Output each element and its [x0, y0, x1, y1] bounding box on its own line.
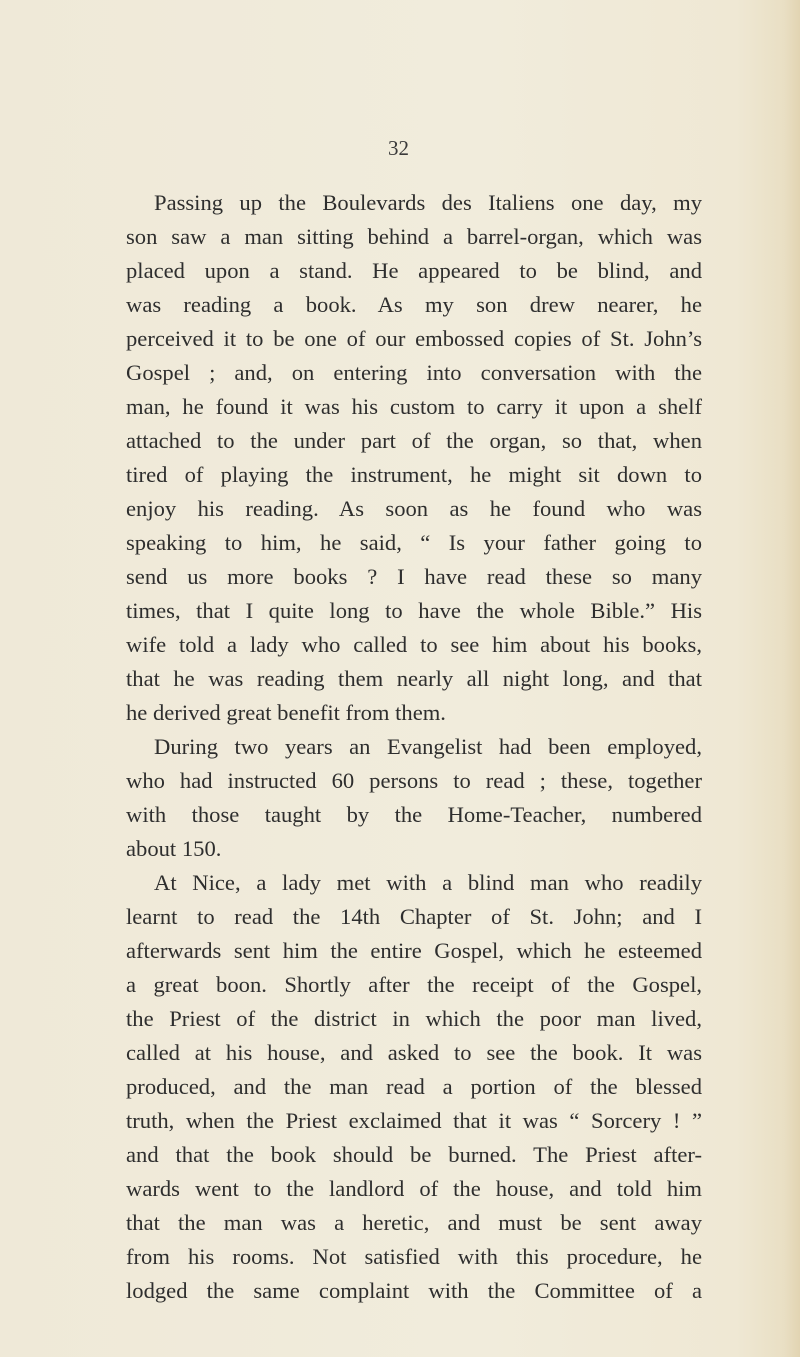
page-number: 32	[388, 136, 409, 160]
text-line: was reading a book. As my son drew nearer, he	[126, 292, 702, 317]
text-line: who had instructed 60 persons to read ; these, together	[126, 768, 702, 793]
text-line: tired of playing the instrument, he might sit down to	[126, 462, 702, 487]
text-line: produced, and the man read a portion of the blessed	[126, 1074, 702, 1099]
text-line: perceived it to be one of our embossed copies of St. John’s	[126, 326, 702, 351]
text-line: send us more books ? I have read these so many	[126, 564, 702, 589]
text-line: he derived great benefit from them.	[126, 700, 446, 725]
text-line: Gospel ; and, on entering into conversation with the	[126, 360, 702, 385]
text-line: afterwards sent him the entire Gospel, which he esteemed	[126, 938, 702, 963]
text-line: placed upon a stand. He appeared to be blind, and	[126, 258, 702, 283]
text-line: called at his house, and asked to see the book. It was	[126, 1040, 702, 1065]
text-line: enjoy his reading. As soon as he found who was	[126, 496, 702, 521]
text-line: from his rooms. Not satisfied with this procedure, he	[126, 1244, 702, 1269]
text-line: lodged the same complaint with the Committee of a	[126, 1278, 702, 1303]
text-line: that he was reading them nearly all night long, and that	[126, 666, 702, 691]
text-line: wife told a lady who called to see him about his books,	[126, 632, 702, 657]
text-line: about 150.	[126, 836, 222, 861]
text-line: During two years an Evangelist had been employed,	[154, 734, 702, 759]
paragraph-barrel-organ	[126, 186, 702, 730]
text-line: truth, when the Priest exclaimed that it was “ Sorcery ! ”	[126, 1108, 702, 1133]
text-line: attached to the under part of the organ, so that, when	[126, 428, 702, 453]
text-line: and that the book should be burned. The Priest after-	[126, 1142, 702, 1167]
text-line: speaking to him, he said, “ Is your father going to	[126, 530, 702, 555]
text-line: the Priest of the district in which the poor man lived,	[126, 1006, 702, 1031]
paragraph-evangelist	[126, 730, 702, 866]
paragraph-nice	[126, 866, 702, 1308]
body-text	[126, 186, 702, 1308]
text-line: learnt to read the 14th Chapter of St. John; and I	[126, 904, 702, 929]
text-line: man, he found it was his custom to carry it upon a shelf	[126, 394, 702, 419]
text-line: with those taught by the Home-Teacher, numbered	[126, 802, 702, 827]
text-line: Passing up the Boulevards des Italiens one day, my	[154, 190, 702, 215]
text-line: that the man was a heretic, and must be sent away	[126, 1210, 702, 1235]
text-line: At Nice, a lady met with a blind man who readily	[154, 870, 702, 895]
text-line: son saw a man sitting behind a barrel-organ, which was	[126, 224, 702, 249]
text-line: times, that I quite long to have the whole Bible.” His	[126, 598, 702, 623]
text-line: a great boon. Shortly after the receipt of the Gospel,	[126, 972, 702, 997]
text-line: wards went to the landlord of the house, and told him	[126, 1176, 702, 1201]
